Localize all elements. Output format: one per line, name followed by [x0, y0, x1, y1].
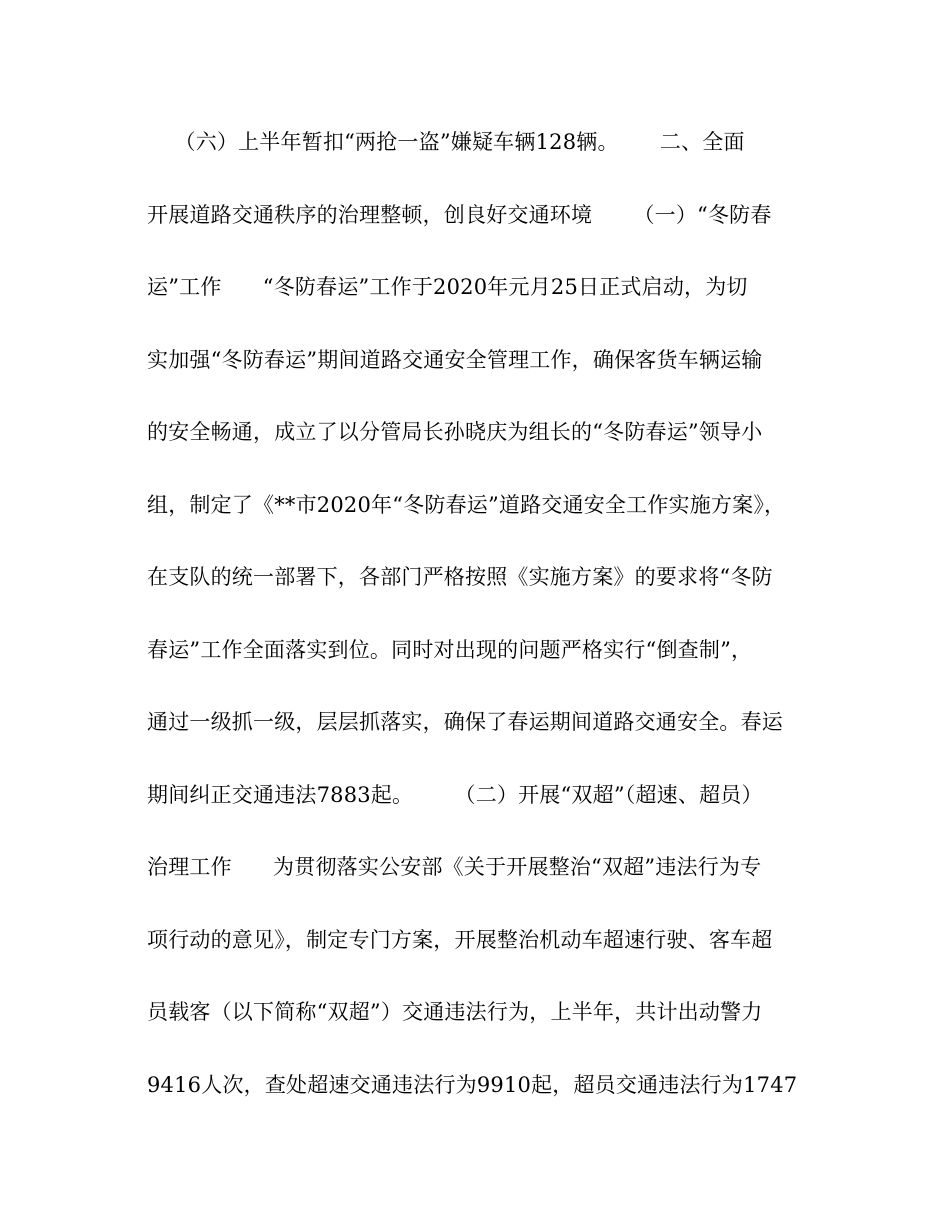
body-text	[147, 122, 827, 1137]
text-line: 员载客（以下简称“双超”）交通违法行为，上半年，共计出动警力	[147, 1000, 763, 1024]
text-line: 治理工作 为贯彻落实公安部《关于开展整治“双超”违法行为专	[147, 855, 762, 879]
text-line: 春运”工作全面落实到位。同时对出现的问题严格实行“倒查制”，	[147, 637, 753, 662]
text-line: （六）上半年暂扣“两抢一盗”嫌疑车辆128辆。 二、全面	[147, 130, 745, 154]
text-line: 组，制定了《**市2020年“冬防春运”道路交通安全工作实施方案》，	[147, 492, 786, 517]
text-line: 9416人次，查处超速交通违法行为9910起，超员交通违法行为1747	[147, 1072, 798, 1097]
text-line: 项行动的意见》，制定专门方案，开展整治机动车超速行驶、客车超	[147, 927, 773, 952]
text-line: 开展道路交通秩序的治理整顿，创良好交通环境 （一）“冬防春	[147, 202, 772, 227]
text-line: 通过一级抓一级，层层抓落实，确保了春运期间道路交通安全。春运	[147, 710, 783, 734]
text-line: 期间纠正交通违法7883起。 （二）开展“双超”（超速、超员）	[147, 782, 763, 807]
text-line: 实加强“冬防春运”期间道路交通安全管理工作，确保客货车辆运输	[147, 347, 763, 372]
text-line: 在支队的统一部署下，各部门严格按照《实施方案》的要求将“冬防	[147, 565, 773, 589]
text-line: 运”工作 “冬防春运”工作于2020年元月25日正式启动，为切	[147, 275, 748, 299]
text-line: 的安全畅通，成立了以分管局长孙晓庆为组长的“冬防春运”领导小	[147, 420, 763, 444]
